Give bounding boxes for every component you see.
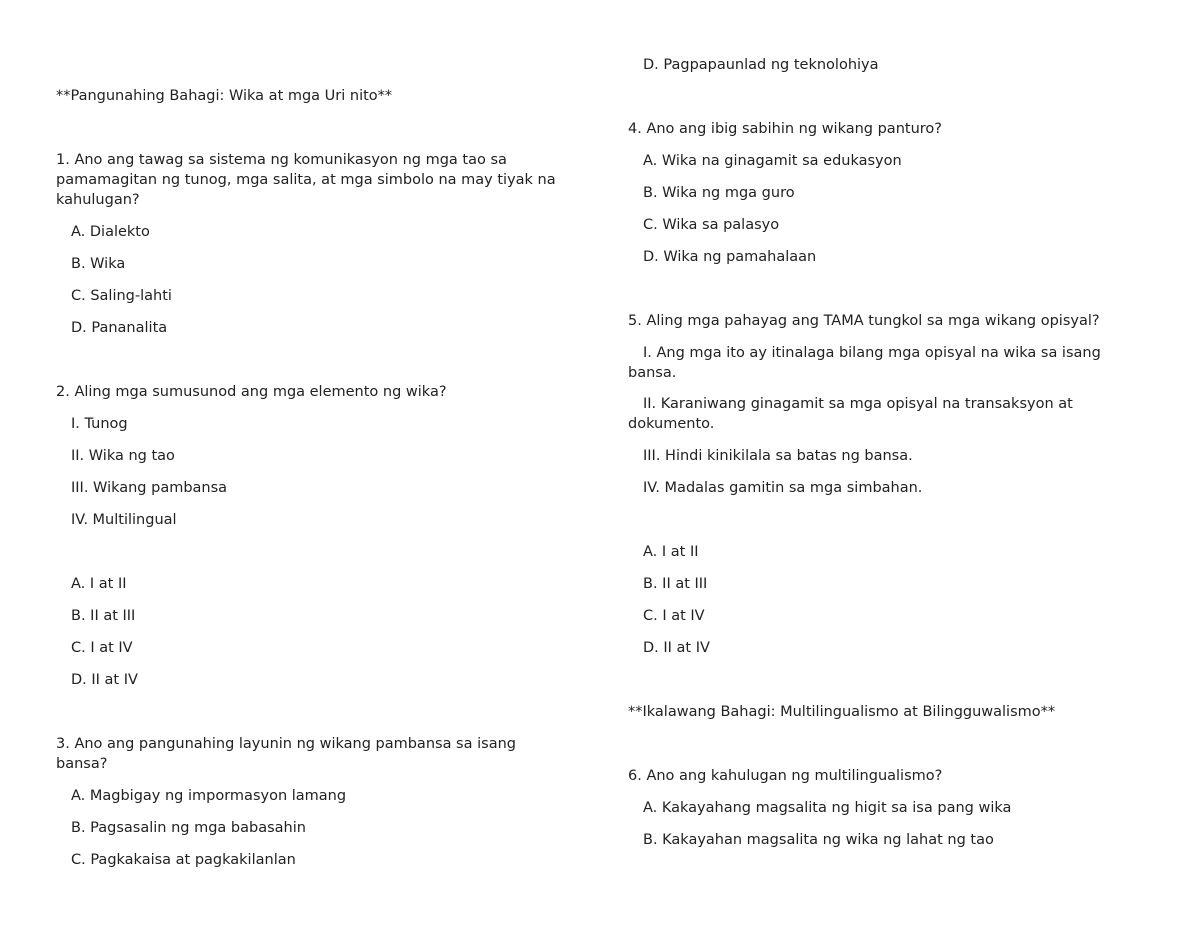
q1-option-c: C. Saling-lahti [71, 288, 172, 304]
question-3: 3. Ano ang pangunahing layunin ng wikang pambansa sa isang bansa? [56, 736, 516, 772]
section-heading-2: **Ikalawang Bahagi: Multilingualismo at Bilingguwalismo** [628, 704, 1056, 720]
q5-statement-2: II. Karaniwang ginagamit sa mga opisyal na transaksyon at dokumento. [628, 396, 1073, 432]
question-6: 6. Ano ang kahulugan ng multilingualismo? [628, 768, 943, 784]
question-5: 5. Aling mga pahayag ang TAMA tungkol sa mga wikang opisyal? [628, 313, 1100, 329]
q2-option-c: C. I at IV [71, 640, 133, 656]
q3-option-d: D. Pagpapaunlad ng teknolohiya [643, 57, 879, 73]
q3-option-c: C. Pagkakaisa at pagkakilanlan [71, 852, 296, 868]
q5-statement-3: III. Hindi kinikilala sa batas ng bansa. [643, 448, 913, 464]
q5-option-a: A. I at II [643, 544, 699, 560]
q5-statement-1: I. Ang mga ito ay itinalaga bilang mga opisyal na wika sa isang bansa. [628, 345, 1101, 381]
q4-option-b: B. Wika ng mga guro [643, 185, 795, 201]
section-heading-1: **Pangunahing Bahagi: Wika at mga Uri nito** [56, 88, 393, 104]
q2-option-b: B. II at III [71, 608, 136, 624]
q2-statement-3: III. Wikang pambansa [71, 480, 228, 496]
question-1: 1. Ano ang tawag sa sistema ng komunikasyon ng mga tao sa pamamagitan ng tunog, mga salita, at mga simbolo na may tiyak na kahulugan? [56, 152, 556, 208]
q4-option-c: C. Wika sa palasyo [643, 217, 780, 233]
q4-option-a: A. Wika na ginagamit sa edukasyon [643, 153, 902, 169]
q6-option-a: A. Kakayahang magsalita ng higit sa isa pang wika [643, 800, 1012, 816]
q2-statement-1: I. Tunog [71, 416, 128, 432]
q2-option-d: D. II at IV [71, 672, 138, 688]
q5-statement-4: IV. Madalas gamitin sa mga simbahan. [643, 480, 923, 496]
q6-option-b: B. Kakayahan magsalita ng wika ng lahat ng tao [643, 832, 994, 848]
q4-option-d: D. Wika ng pamahalaan [643, 249, 817, 265]
q3-option-a: A. Magbigay ng impormasyon lamang [71, 788, 347, 804]
question-2: 2. Aling mga sumusunod ang mga elemento ng wika? [56, 384, 447, 400]
q5-option-c: C. I at IV [643, 608, 705, 624]
q3-option-b: B. Pagsasalin ng mga babasahin [71, 820, 306, 836]
q5-option-d: D. II at IV [643, 640, 710, 656]
q1-option-b: B. Wika [71, 256, 126, 272]
q1-option-d: D. Pananalita [71, 320, 168, 336]
q2-statement-4: IV. Multilingual [71, 512, 177, 528]
q1-option-a: A. Dialekto [71, 224, 150, 240]
q2-option-a: A. I at II [71, 576, 127, 592]
q5-option-b: B. II at III [643, 576, 708, 592]
q2-statement-2: II. Wika ng tao [71, 448, 175, 464]
question-4: 4. Ano ang ibig sabihin ng wikang panturo? [628, 121, 942, 137]
